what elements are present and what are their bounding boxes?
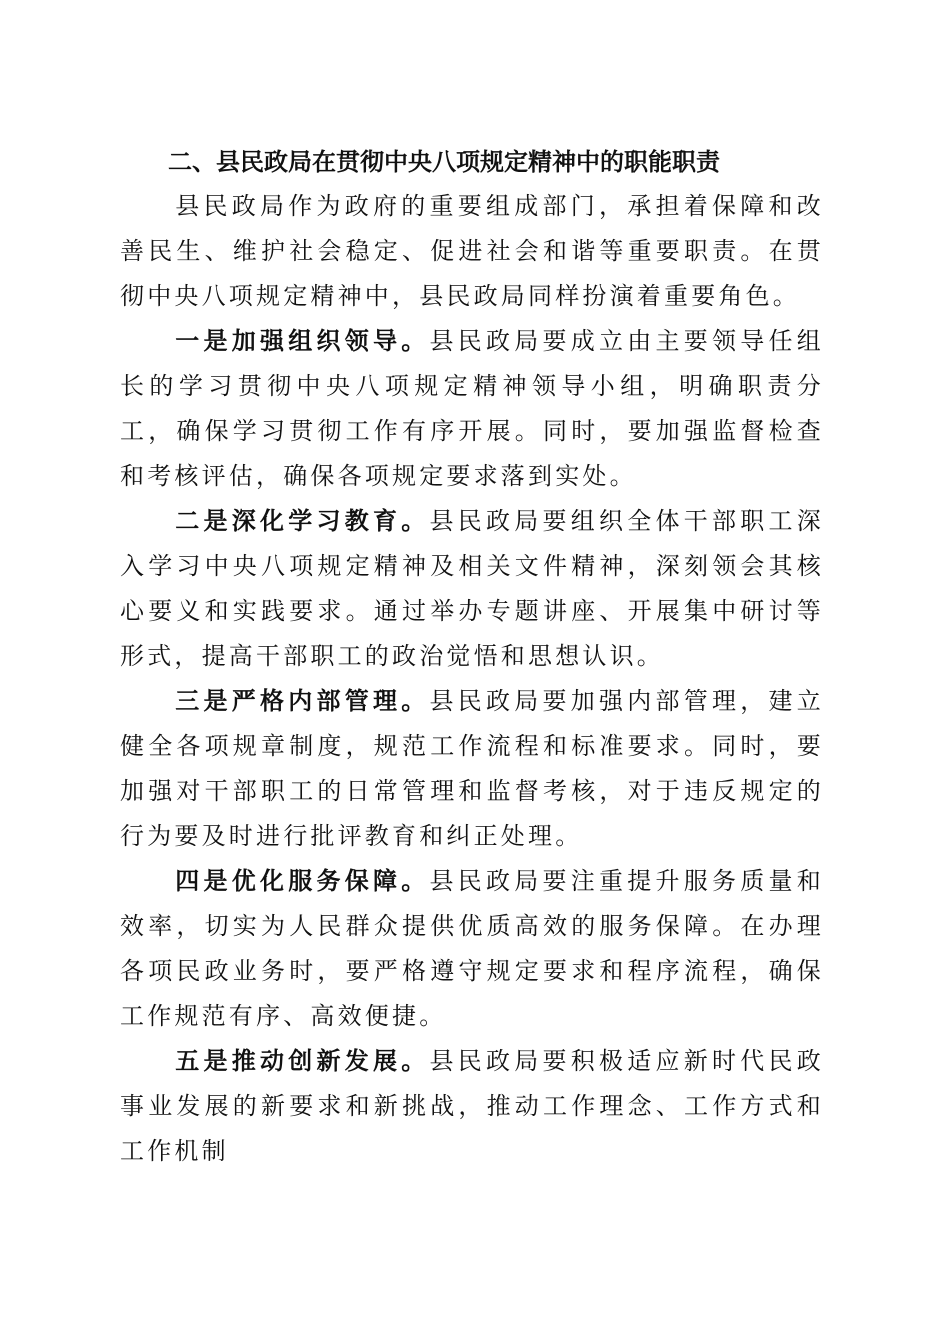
item-paragraph-2 [120, 499, 824, 679]
item-paragraph-3 [120, 679, 824, 859]
item-lead-4: 四是优化服务保障。 [175, 867, 430, 895]
section-heading: 二、县民政局在贯彻中央八项规定精神中的职能职责 [168, 148, 720, 176]
document-body [120, 140, 824, 1174]
item-paragraph-4 [120, 859, 824, 1039]
item-paragraph-1 [120, 319, 824, 499]
item-text-5: 县民政局要积极适应新时代民政事业发展的新要求和新挑战，推动工作理念、工作方式和工作机制 [120, 1047, 824, 1165]
item-lead-5: 五是推动创新发展。 [175, 1047, 430, 1075]
intro-paragraph: 县民政局作为政府的重要组成部门，承担着保障和改善民生、维护社会稳定、促进社会和谐等重要职责。在贯彻中央八项规定精神中，县民政局同样扮演着重要角色。 [120, 192, 824, 310]
item-lead-2: 二是深化学习教育。 [175, 507, 430, 535]
item-text-4: 县民政局要注重提升服务质量和效率，切实为人民群众提供优质高效的服务保障。在办理各项民政业务时，要严格遵守规定要求和程序流程，确保工作规范有序、高效便捷。 [120, 867, 824, 1030]
item-lead-3: 三是严格内部管理。 [175, 687, 430, 715]
item-text-2: 县民政局要组织全体干部职工深入学习中央八项规定精神及相关文件精神，深刻领会其核心要义和实践要求。通过举办专题讲座、开展集中研讨等形式，提高干部职工的政治觉悟和思想认识。 [120, 507, 824, 670]
item-text-3: 县民政局要加强内部管理，建立健全各项规章制度，规范工作流程和标准要求。同时，要加强对干部职工的日常管理和监督考核，对于违反规定的行为要及时进行批评教育和纠正处理。 [120, 687, 824, 850]
item-text-1: 县民政局要成立由主要领导任组长的学习贯彻中央八项规定精神领导小组，明确职责分工，确保学习贯彻工作有序开展。同时，要加强监督检查和考核评估，确保各项规定要求落到实处。 [120, 327, 824, 490]
item-lead-1: 一是加强组织领导。 [175, 327, 430, 355]
item-paragraph-5 [120, 1039, 824, 1174]
